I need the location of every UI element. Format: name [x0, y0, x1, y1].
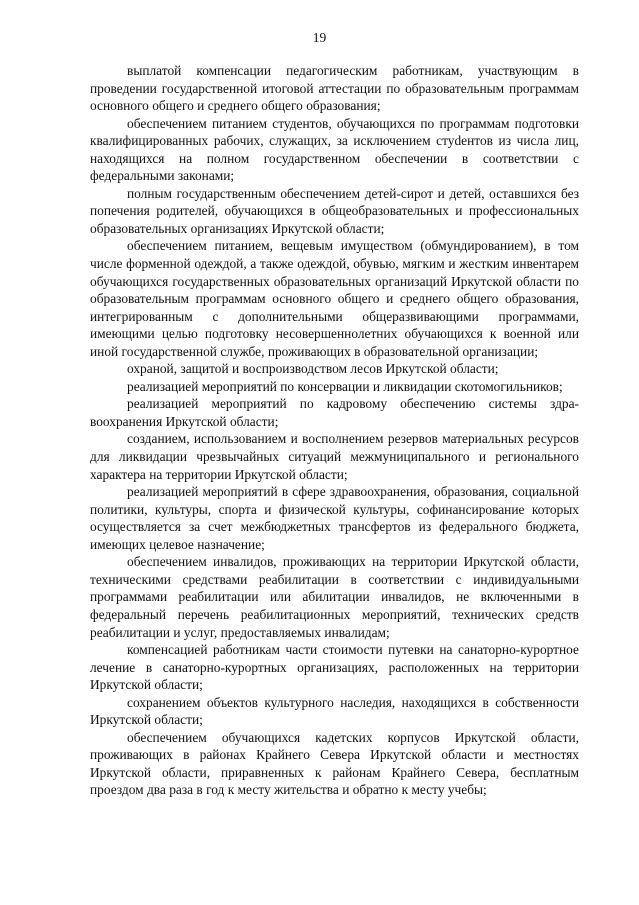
- page-number: 19: [312, 30, 327, 45]
- paragraph-cadet-travel: обеспечением обучающихся кадетских корпусов Иркутской области, проживающих в районах Крайнего Севера Иркутской области и местностях Иркутской области, приравненных к районам Крайнего Севера, бесплатным проездом два раза в год к месту жительства и обратно к месту учебы;: [90, 729, 579, 798]
- paragraph-cattle-burial-sites: реализацией мероприятий по консервации и ликвидации скотомогильников;: [127, 378, 563, 394]
- document-body: [90, 62, 579, 799]
- paragraph-healthcare-staffing: реализацией мероприятий по кадровому обеспечению системы здравоохранения Иркутской области;: [90, 396, 579, 429]
- paragraph-uniform-provision: обеспечением питанием, вещевым имуществом (обмундированием), в том числе форменной одеждой, а также одеждой, обувью, мягким и жестким инвентарем обучающихся государственных образовательных организаций Иркутской области по образовательным программам основного общего и среднего общего образования, интегрированным с дополнительными общеразвивающими программами, имеющими целью подготовку несовершеннолетних обучающихся к военной или иной государственной службе, проживающих в образовательной организации;: [90, 238, 579, 359]
- paragraph-federal-cofinancing: реализацией мероприятий в сфере здравоохранения, образования, социальной политики, культуры, спорта и физической культуры, софинансирование которых осуществляется за счет межбюджетных трансфертов из федерального бюджета, имеющих целевое назначение;: [90, 484, 579, 552]
- paragraph-cultural-heritage: сохранением объектов культурного наследия, находящихся в собственности Иркутской области;: [90, 694, 579, 728]
- paragraph-student-meals: обеспечением питанием студентов, обучающихся по программам подготовки квалифицированных рабочих, служащих, за исключением стуdентов из числа лиц, находящихся на полном государственном обеспечении в соответствии с федеральными законами;: [90, 115, 579, 184]
- paragraph-sanatorium-compensation: компенсацией работникам части стоимости путевки на санаторно-курортное лечение в санаторно-курортных организациях, расположенных на территории Иркутской области;: [90, 642, 579, 693]
- paragraph-forest-protection: охраной, защитой и воспроизводством лесов Иркутской области;: [127, 361, 499, 377]
- paragraph-disability-rehabilitation: обеспечением инвалидов, проживающих на территории Иркутской области, техническими средствами реабилитации в соответствии с индивидуальными программами реабилитации или абилитации инвалидов, не включенными в федеральный перечень реабилитационных мероприятий, технических средств реабилитации и услуг, предоставляемых инвалидам;: [90, 554, 579, 640]
- paragraph-emergency-reserves: созданием, использованием и восполнением резервов материальных ресурсов для ликвидации чрезвычайных ситуаций межмуниципального и регионального характера на территории Иркутской области;: [90, 431, 579, 482]
- paragraph-teacher-compensation: выплатой компенсации педагогическим работникам, участвующим в проведении государственной итоговой аттестации по образовательным программам основного общего и среднего общего образования;: [90, 63, 579, 114]
- paragraph-orphans-support: полным государственным обеспечением детей-сирот и детей, оставшихся без попечения родителей, обучающихся в общеобразовательных и профессиональных образовательных организациях Иркутской области;: [90, 185, 579, 236]
